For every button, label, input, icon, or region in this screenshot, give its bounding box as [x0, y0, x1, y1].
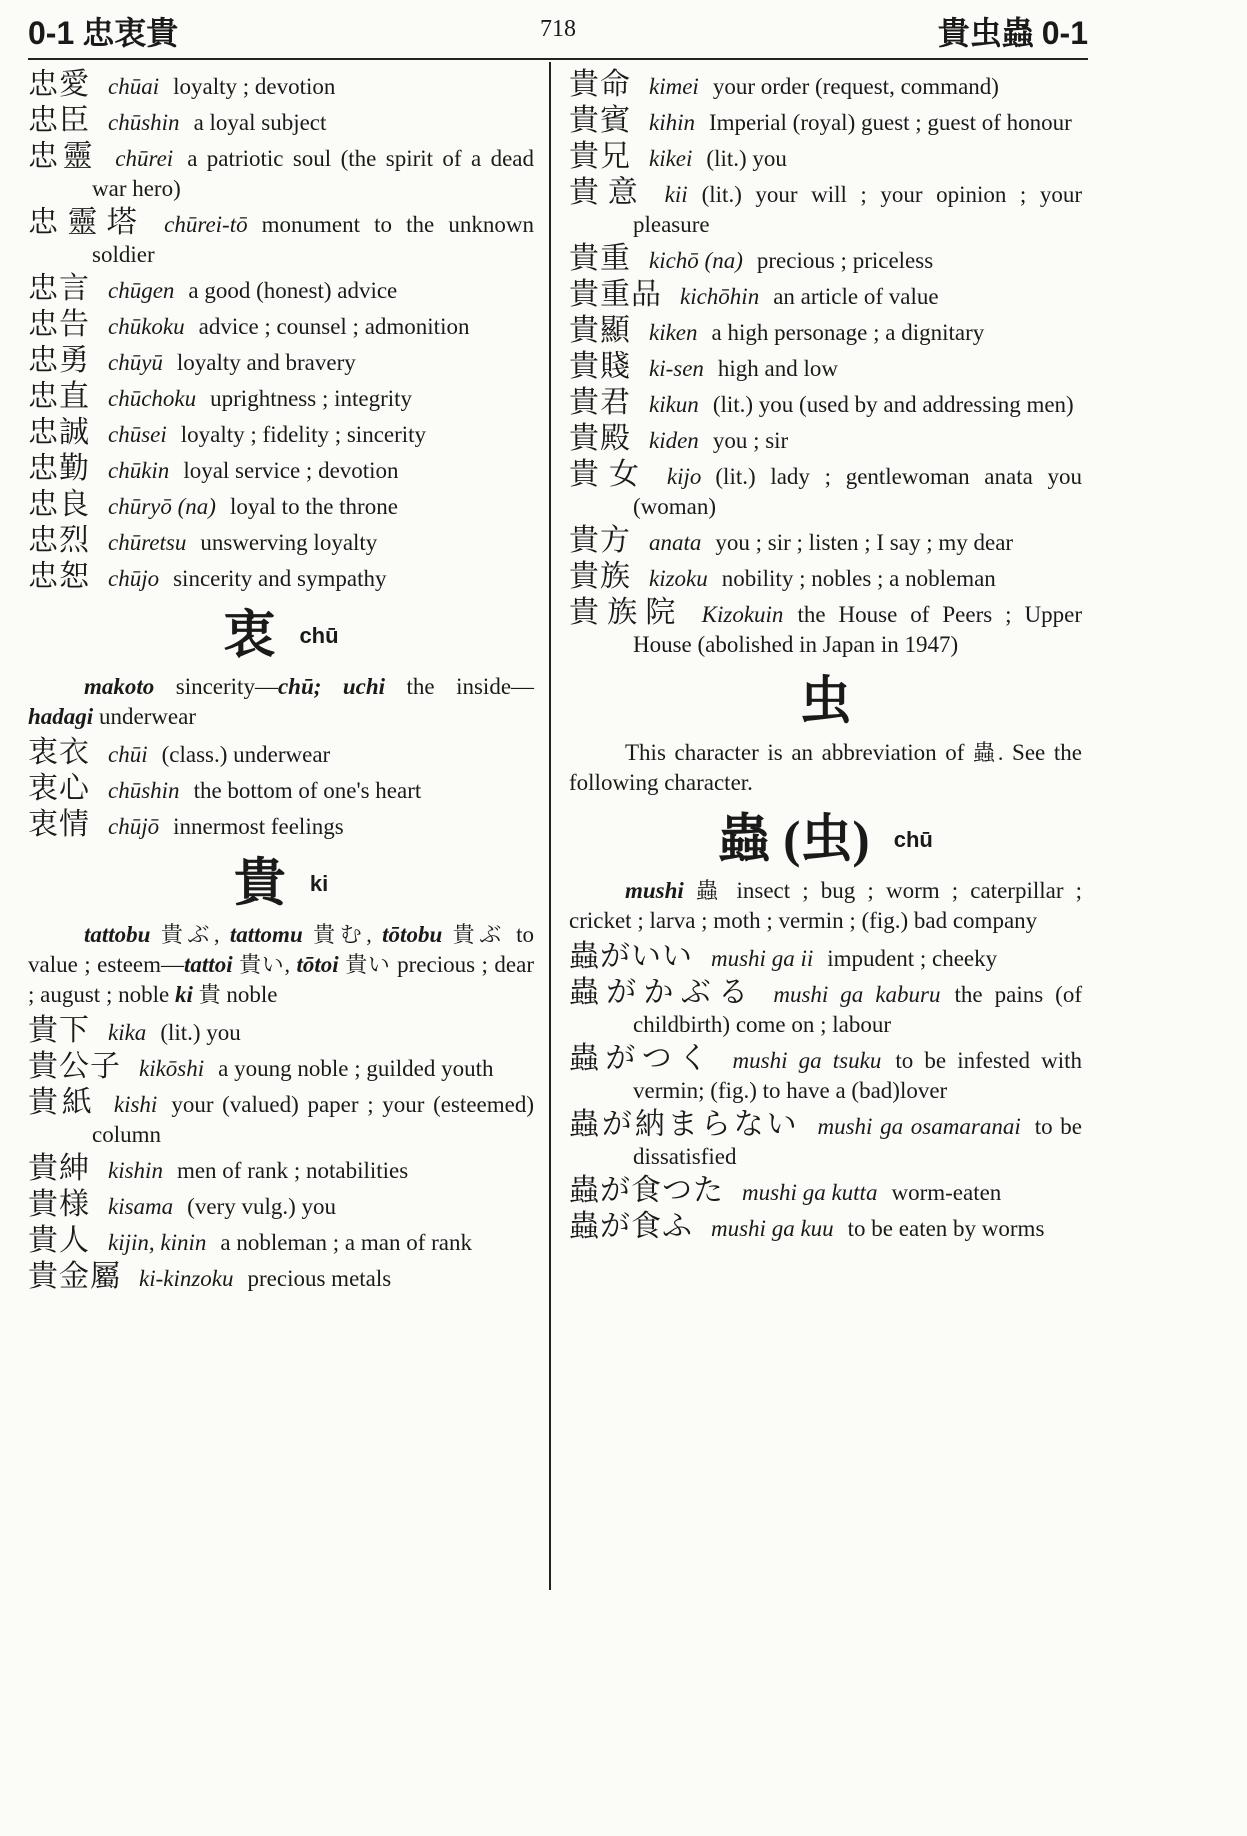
dictionary-entry [28, 1190, 534, 1222]
dictionary-page [28, 0, 1088, 1836]
entry-romaji: chūchoku [108, 386, 197, 411]
entry-romaji: mushi ga kutta [742, 1180, 878, 1205]
entry-kanji: 貴族院 [569, 596, 684, 629]
dictionary-entry [28, 418, 534, 450]
entry-romaji: kimei [649, 74, 699, 99]
entry-kanji: 忠言 [28, 272, 90, 305]
entry-definition: to be dissatisfied [633, 1114, 1082, 1169]
page-number: 718 [540, 16, 576, 42]
entry-kanji: 忠誠 [28, 416, 90, 449]
dictionary-entry [569, 598, 1082, 660]
intro-word: hadagi [28, 704, 94, 729]
entry-definition: loyal to the throne [229, 494, 398, 519]
mushi-note [569, 738, 1082, 798]
entry-romaji: kika [108, 1020, 147, 1045]
entry-definition: loyalty ; fidelity ; sincerity [180, 422, 427, 447]
intro-text: sincerity— [175, 674, 278, 699]
headword-ki [28, 856, 534, 912]
entry-kanji: 蟲が納まらない [569, 1108, 800, 1141]
right-column [569, 70, 1082, 1248]
entry-definition: to be infested with vermin; (fig.) to have a (bad)lover [633, 1048, 1083, 1103]
header-right-section: 0-1 [1041, 15, 1088, 51]
page-header [28, 6, 1088, 56]
dictionary-entry [28, 1016, 534, 1048]
entry-definition: your (valued) paper ; your (esteemed) column [92, 1092, 534, 1147]
intro-text: insect ; bug ; worm ; caterpillar ; cricket ; larva ; moth ; vermin ; (fig.) bad company [569, 878, 1082, 933]
entry-romaji: ki-kinzoku [139, 1266, 234, 1291]
intro-word: uchi [342, 674, 386, 699]
entry-definition: monument to the unknown soldier [92, 212, 535, 267]
entry-kanji: 忠勤 [28, 452, 90, 485]
entry-kanji: 忠直 [28, 380, 90, 413]
headword-kanji: 虫 [799, 673, 852, 731]
ki-intro [28, 920, 534, 1010]
dictionary-entry [569, 1110, 1082, 1172]
intro-kanji: 貴ぶ, [160, 922, 220, 947]
entry-kanji: 衷衣 [28, 736, 90, 769]
entry-definition: a high personage ; a dignitary [711, 320, 985, 345]
entry-definition: (lit.) you [706, 146, 787, 171]
entry-definition: (lit.) your will ; your opinion ; your pleasure [633, 182, 1083, 237]
dictionary-entry [28, 1052, 534, 1084]
entry-definition: (lit.) you (used by and addressing men) [712, 392, 1074, 417]
entry-definition: unswerving loyalty [200, 530, 378, 555]
dictionary-entry [569, 316, 1082, 348]
entry-definition: your order (request, command) [712, 74, 999, 99]
entry-definition: impudent ; cheeky [827, 946, 998, 971]
entry-kanji: 貴殿 [569, 422, 631, 455]
entry-romaji: kishi [113, 1092, 158, 1117]
entry-definition: nobility ; nobles ; a nobleman [721, 566, 996, 591]
entry-definition: high and low [717, 356, 839, 381]
entry-kanji: 貴兄 [569, 140, 631, 173]
entry-kanji: 貴顯 [569, 314, 631, 347]
headword-kanji: 貴 [233, 855, 286, 913]
entry-definition: loyalty and bravery [176, 350, 356, 375]
entry-romaji: kichō (na) [649, 248, 743, 273]
dictionary-entry [28, 70, 534, 102]
dictionary-entry [569, 1044, 1082, 1106]
dictionary-entry [28, 810, 534, 842]
dictionary-entry [569, 178, 1082, 240]
entry-definition: sincerity and sympathy [173, 566, 387, 591]
dictionary-entry [569, 526, 1082, 558]
entry-romaji: kiden [649, 428, 699, 453]
entry-definition: uprightness ; integrity [210, 386, 413, 411]
entry-romaji: kii [664, 182, 688, 207]
entry-kanji: 貴方 [569, 524, 631, 557]
entry-definition: (lit.) you [160, 1020, 241, 1045]
entry-kanji: 忠烈 [28, 524, 90, 557]
intro-text: noble [226, 982, 278, 1007]
entry-romaji: kikōshi [139, 1056, 205, 1081]
entry-kanji: 衷心 [28, 772, 90, 805]
intro-text: the inside— [406, 674, 535, 699]
headword-kanji: 衷 [223, 607, 276, 665]
entry-kanji: 蟲がつく [569, 1042, 715, 1075]
chu-intro [28, 672, 534, 732]
entry-romaji: anata [649, 530, 702, 555]
headword-chu [28, 608, 534, 664]
intro-word: makoto [84, 674, 155, 699]
dictionary-entry [28, 454, 534, 486]
intro-kanji: 貴ぶ [452, 922, 506, 947]
note-kanji: 蟲. [973, 740, 1004, 765]
dictionary-entry [569, 460, 1082, 522]
dictionary-entry [28, 1154, 534, 1186]
entry-romaji: chūkin [108, 458, 170, 483]
entry-romaji: chūjo [108, 566, 160, 591]
headword-reading: ki [309, 871, 329, 897]
entry-kanji: 蟲が食つた [569, 1174, 724, 1207]
headword-reading: chū [299, 623, 339, 649]
intro-text: precious ; dear ; august ; noble [28, 952, 534, 1007]
entry-romaji: kikun [649, 392, 699, 417]
entry-kanji: 貴様 [28, 1188, 90, 1221]
intro-kanji: 貴む, [313, 922, 372, 947]
entry-kanji: 貴下 [28, 1014, 90, 1047]
intro-word: tōtoi [296, 952, 339, 977]
entry-romaji: mushi ga ii [711, 946, 814, 971]
note-text: This character is an abbreviation of [625, 740, 965, 765]
dictionary-entry [28, 346, 534, 378]
headword-kanji: 蟲 (虫) [718, 811, 870, 869]
mushi-intro [569, 876, 1082, 936]
entry-kanji: 貴意 [569, 176, 647, 209]
entry-definition: a good (honest) advice [188, 278, 398, 303]
intro-word: tattoi [184, 952, 233, 977]
intro-word: tattobu [84, 922, 151, 947]
entry-kanji: 蟲がかぶる [569, 976, 756, 1009]
entry-romaji: chūrei [115, 146, 174, 171]
dictionary-entry [28, 274, 534, 306]
intro-word: tōtobu [382, 922, 443, 947]
dictionary-entry [569, 244, 1082, 276]
entry-romaji: kichōhin [680, 284, 760, 309]
entry-romaji: kiken [649, 320, 698, 345]
entry-kanji: 忠愛 [28, 68, 90, 101]
entry-definition: innermost feelings [173, 814, 344, 839]
dictionary-entry [28, 310, 534, 342]
header-right-chars: 貴虫蟲 [937, 15, 1034, 51]
entry-romaji: Kizokuin [701, 602, 784, 627]
entry-romaji: mushi ga osamaranai [817, 1114, 1021, 1139]
entry-definition: men of rank ; notabilities [176, 1158, 409, 1183]
entry-romaji: kishin [108, 1158, 163, 1183]
entry-definition: precious metals [247, 1266, 392, 1291]
entry-definition: (lit.) lady ; gentlewoman anata you (woman) [633, 464, 1082, 519]
entry-romaji: mushi ga tsuku [732, 1048, 882, 1073]
dictionary-entry [569, 352, 1082, 384]
intro-word: tattomu [229, 922, 303, 947]
dictionary-entry [28, 1262, 534, 1294]
dictionary-entry [28, 106, 534, 138]
entry-definition: precious ; priceless [756, 248, 934, 273]
dictionary-entry [569, 388, 1082, 420]
entry-kanji: 貴重品 [569, 278, 662, 311]
entry-definition: a nobleman ; a man of rank [220, 1230, 473, 1255]
dictionary-entry [569, 280, 1082, 312]
entry-definition: (class.) underwear [161, 742, 331, 767]
entry-romaji: chūjō [108, 814, 160, 839]
entry-definition: worm-eaten [891, 1180, 1002, 1205]
entry-romaji: chūshin [108, 778, 180, 803]
dictionary-entry [569, 1176, 1082, 1208]
dictionary-entry [569, 142, 1082, 174]
entry-kanji: 貴金屬 [28, 1260, 121, 1293]
header-rule [28, 58, 1088, 60]
dictionary-entry [28, 774, 534, 806]
intro-kanji: 貴 [198, 982, 221, 1007]
dictionary-entry [569, 942, 1082, 974]
entry-romaji: chūrei-tō [164, 212, 248, 237]
entry-romaji: chūgen [108, 278, 175, 303]
entry-kanji: 忠良 [28, 488, 90, 521]
entry-kanji: 忠臣 [28, 104, 90, 137]
entry-romaji: chūryō (na) [108, 494, 216, 519]
entry-definition: a patriotic soul (the spirit of a dead war hero) [92, 146, 534, 201]
entry-kanji: 貴紳 [28, 1152, 90, 1185]
entry-kanji: 貴賤 [569, 350, 631, 383]
dictionary-entry [569, 978, 1082, 1040]
intro-kanji: 蟲 [695, 878, 725, 903]
entry-definition: a young noble ; guilded youth [218, 1056, 494, 1081]
entry-kanji: 貴重 [569, 242, 631, 275]
entry-definition: to be eaten by worms [847, 1216, 1045, 1241]
note-text: See the following character. [569, 740, 1082, 795]
entry-romaji: chūkoku [108, 314, 185, 339]
header-left-section: 0-1 [28, 15, 75, 51]
entry-kanji: 忠靈 [28, 140, 98, 173]
entry-definition: you ; sir [712, 428, 789, 453]
entry-definition: loyal service ; devotion [183, 458, 399, 483]
entry-romaji: chūretsu [108, 530, 187, 555]
entry-kanji: 忠勇 [28, 344, 90, 377]
entry-romaji: chūyū [108, 350, 163, 375]
entry-romaji: kikei [649, 146, 693, 171]
entry-romaji: chūai [108, 74, 160, 99]
entry-definition: the pains (of childbirth) come on ; labour [633, 982, 1083, 1037]
intro-kanji: 貴い [345, 952, 391, 977]
entry-kanji: 貴公子 [28, 1050, 121, 1083]
entry-romaji: kijo [666, 464, 702, 489]
dictionary-entry [28, 1088, 534, 1150]
entry-definition: you ; sir ; listen ; I say ; my dear [715, 530, 1014, 555]
headword-reading: chū [893, 827, 933, 853]
intro-text: underwear [98, 704, 196, 729]
intro-word: ki [174, 982, 193, 1007]
entry-definition: loyalty ; devotion [173, 74, 336, 99]
entry-romaji: kisama [108, 1194, 174, 1219]
entry-kanji: 蟲が食ふ [569, 1210, 693, 1243]
entry-kanji: 蟲がいい [569, 940, 693, 973]
entry-kanji: 忠告 [28, 308, 90, 341]
left-column [28, 70, 534, 1298]
intro-word: chū; [277, 674, 322, 699]
dictionary-entry [28, 1226, 534, 1258]
entry-kanji: 貴命 [569, 68, 631, 101]
entry-definition: a loyal subject [193, 110, 327, 135]
entry-kanji: 貴君 [569, 386, 631, 419]
entry-definition: an article of value [773, 284, 939, 309]
entry-romaji: mushi ga kaburu [773, 982, 941, 1007]
column-divider [549, 62, 551, 1590]
entry-kanji: 貴賓 [569, 104, 631, 137]
intro-text: to value ; esteem— [28, 922, 535, 977]
dictionary-entry [28, 526, 534, 558]
dictionary-entry [569, 1212, 1082, 1244]
dictionary-entry [569, 70, 1082, 102]
entry-romaji: kijin, kinin [108, 1230, 207, 1255]
entry-kanji: 貴人 [28, 1224, 90, 1257]
dictionary-entry [569, 562, 1082, 594]
entry-romaji: mushi ga kuu [711, 1216, 834, 1241]
entry-definition: advice ; counsel ; admonition [198, 314, 470, 339]
entry-definition: the bottom of one's heart [193, 778, 422, 803]
dictionary-entry [569, 106, 1082, 138]
entry-kanji: 貴女 [569, 458, 649, 491]
entry-romaji: chūshin [108, 110, 180, 135]
entry-romaji: chūsei [108, 422, 167, 447]
entry-kanji: 忠靈塔 [28, 206, 147, 239]
dictionary-entry [28, 490, 534, 522]
dictionary-entry [28, 142, 534, 204]
entry-kanji: 忠恕 [28, 560, 90, 593]
entry-kanji: 貴族 [569, 560, 631, 593]
dictionary-entry [28, 738, 534, 770]
intro-word: mushi [625, 878, 684, 903]
entry-definition: (very vulg.) you [187, 1194, 336, 1219]
entry-kanji: 衷情 [28, 808, 90, 841]
entry-definition: the House of Peers ; Upper House (abolished in Japan in 1947) [633, 602, 1082, 657]
header-right [938, 8, 1088, 54]
dictionary-entry [28, 562, 534, 594]
headword-mushi-full [569, 812, 1082, 868]
intro-kanji: 貴い, [239, 952, 291, 977]
entry-kanji: 貴紙 [28, 1086, 96, 1119]
dictionary-entry [28, 382, 534, 414]
header-left-chars: 忠衷貴 [82, 15, 179, 51]
entry-romaji: chūi [108, 742, 148, 767]
dictionary-entry [28, 208, 534, 270]
entry-romaji: ki-sen [649, 356, 704, 381]
dictionary-entry [569, 424, 1082, 456]
entry-romaji: kihin [649, 110, 695, 135]
entry-definition: Imperial (royal) guest ; guest of honour [709, 110, 1072, 135]
headword-mushi [569, 674, 1082, 730]
entry-romaji: kizoku [649, 566, 708, 591]
